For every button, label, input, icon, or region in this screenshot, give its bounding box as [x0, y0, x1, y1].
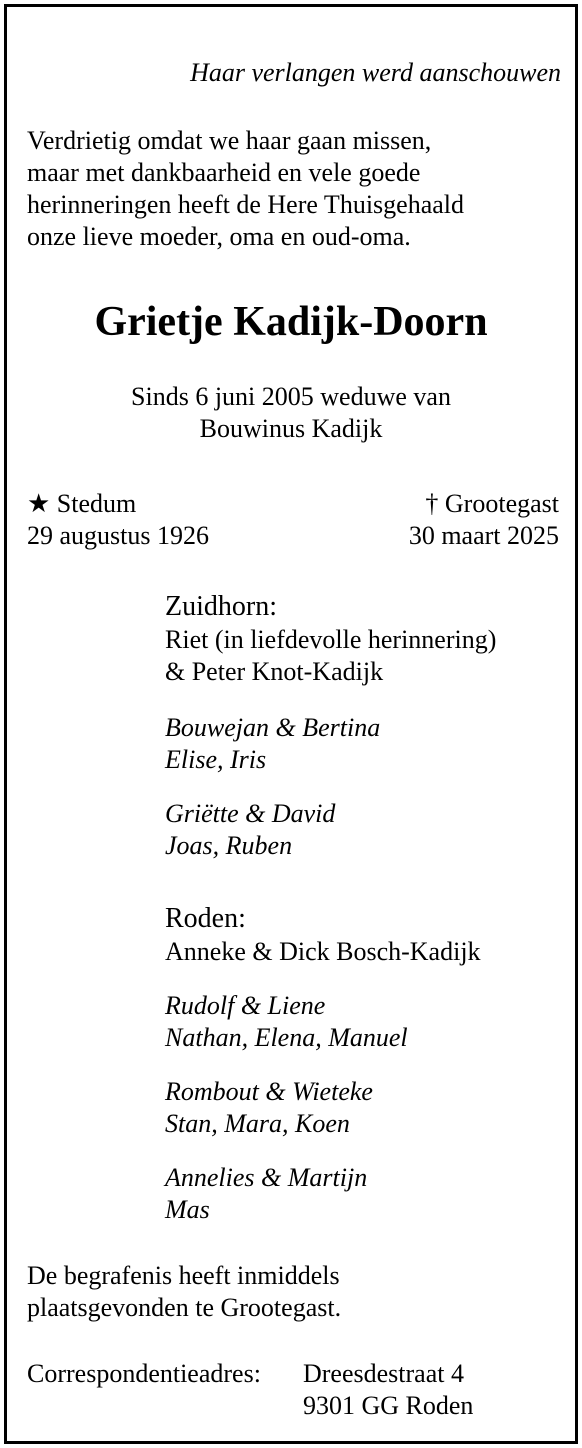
family-grandchildren [165, 990, 575, 1054]
family-line: Rudolf & Liene [165, 991, 326, 1020]
motto: Haar verlangen werd aanschouwen [190, 58, 561, 87]
family-line: Nathan, Elena, Manuel [165, 1023, 408, 1052]
family-line: Bouwejan & Bertina [165, 713, 381, 742]
family-line: Riet (in liefdevolle herinnering) [165, 625, 497, 654]
birth-date: 29 augustus 1926 [27, 521, 209, 550]
death-info [409, 488, 559, 552]
death-date: 30 maart 2025 [408, 521, 559, 550]
family-line: Elise, Iris [165, 745, 267, 774]
funeral-text [27, 1260, 341, 1324]
family-city: Zuidhorn: [165, 591, 277, 622]
birth-place: ★ Stedum [27, 489, 137, 518]
family-line: Rombout & Wieteke [165, 1077, 373, 1106]
intro-line: onze lieve moeder, oma en oud-oma. [27, 222, 411, 251]
family-grandchildren [165, 1076, 575, 1140]
widow-text [7, 381, 575, 445]
family-grandchildren [165, 798, 575, 862]
funeral-line: plaatsgevonden te Grootegast. [27, 1293, 342, 1322]
family-line: Annelies & Martijn [165, 1163, 368, 1192]
family-grandchildren [165, 1162, 575, 1226]
widow-line: Bouwinus Kadijk [199, 414, 383, 443]
deceased-name: Grietje Kadijk-Doorn [94, 299, 488, 345]
intro-line: maar met dankbaarheid en vele goede [27, 158, 421, 187]
family-grandchildren [165, 712, 575, 776]
family-line: Mas [165, 1195, 210, 1224]
family-line: Stan, Mara, Koen [165, 1109, 350, 1138]
death-notice-card [4, 4, 578, 1444]
funeral-line: De begrafenis heeft inmiddels [27, 1261, 340, 1290]
family-line: Joas, Ruben [165, 831, 293, 860]
widow-line: Sinds 6 juni 2005 weduwe van [131, 382, 451, 411]
birth-info [27, 488, 209, 552]
family-line: Anneke & Dick Bosch-Kadijk [165, 937, 481, 966]
intro-text [27, 125, 567, 253]
correspondence-address [303, 1358, 473, 1422]
correspondence-label: Correspondentieadres: [27, 1359, 261, 1388]
family-city: Roden: [165, 903, 246, 934]
address-line: 9301 GG Roden [303, 1391, 474, 1420]
family-line: Griëtte & David [165, 799, 336, 828]
death-place: † Grootegast [425, 489, 559, 518]
address-line: Dreesdestraat 4 [303, 1359, 464, 1388]
family-roden [165, 902, 575, 968]
family-line: & Peter Knot-Kadijk [165, 657, 384, 686]
intro-line: Verdrietig omdat we haar gaan missen, [27, 126, 432, 155]
family-zuidhorn [165, 590, 575, 688]
intro-line: herinneringen heeft de Here Thuisgehaald [27, 190, 464, 219]
